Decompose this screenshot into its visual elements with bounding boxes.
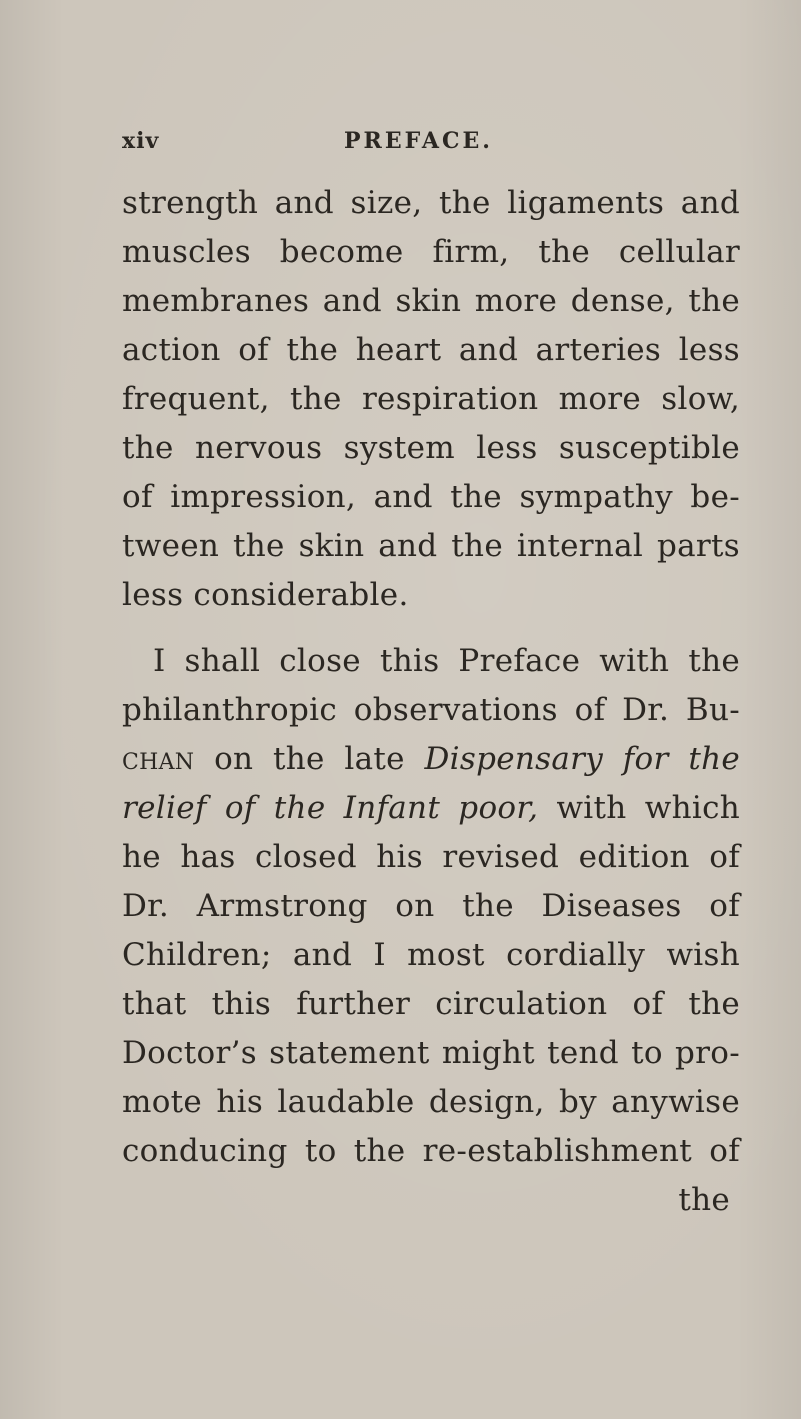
text-line: conducing to the re-establishment of <box>122 1133 740 1169</box>
text-line: tween the skin and the internal parts <box>122 528 740 564</box>
text-line <box>122 737 740 781</box>
text-line: mote his laudable design, by anywise <box>122 1084 740 1120</box>
text-line: the nervous system less susceptible <box>122 430 740 466</box>
text-line: muscles become firm, the cellular <box>122 234 740 270</box>
text-line: action of the heart and arteries less <box>122 332 740 368</box>
italic-title: Dispensary for the <box>424 741 740 777</box>
text-line <box>122 786 740 830</box>
page-header <box>122 128 682 162</box>
text-line: less considerable. <box>122 577 409 613</box>
text-line: he has closed his revised edition of <box>122 839 740 875</box>
catchword: the <box>678 1182 730 1218</box>
text-line: that this further circulation of the <box>122 986 740 1022</box>
text-line: Doctor’s statement might tend to pro- <box>122 1035 740 1071</box>
text-line: strength and size, the ligaments and <box>122 185 740 221</box>
italic-title: relief of the Infant poor, <box>122 790 539 826</box>
page-number: xiv <box>122 128 160 154</box>
running-head: PREFACE. <box>344 128 493 154</box>
text-line: philanthropic observations of Dr. Bu- <box>122 692 740 728</box>
author-name: chan <box>122 741 195 777</box>
text-line: of impression, and the sympathy be- <box>122 479 740 515</box>
text-span: with which <box>538 790 740 826</box>
text-line: membranes and skin more dense, the <box>122 283 740 319</box>
text-line: Children; and I most cordially wish <box>122 937 740 973</box>
text-line: Dr. Armstrong on the Diseases of <box>122 888 740 924</box>
text-span: on the late <box>194 741 425 777</box>
text-line: frequent, the respiration more slow, <box>122 381 740 417</box>
text-line: I shall close this Preface with the <box>153 643 740 679</box>
